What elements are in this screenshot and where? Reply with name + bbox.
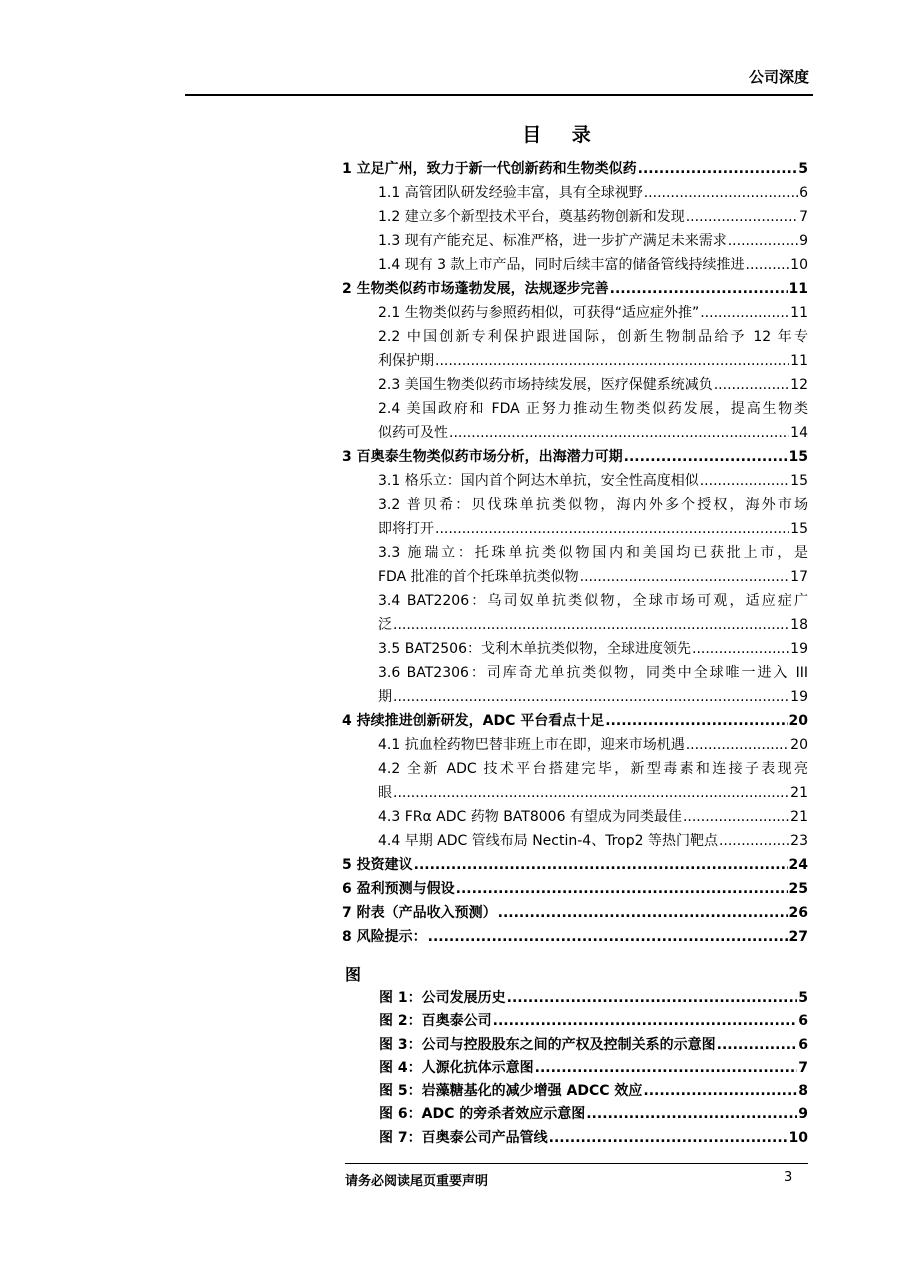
toc-entry-title: 4.3 FRα ADC 药物 BAT8006 有望成为同类最佳 bbox=[378, 809, 682, 825]
figure-entry[interactable] bbox=[379, 987, 808, 1010]
toc-entry-title: 泛 bbox=[378, 617, 392, 633]
dot-leader bbox=[493, 1010, 798, 1033]
figure-title: 图 6：ADC 的旁杀者效应示意图 bbox=[379, 1106, 586, 1123]
toc-section[interactable] bbox=[342, 853, 808, 877]
figure-page: 7 bbox=[798, 1059, 808, 1076]
toc-entry-continuation[interactable] bbox=[378, 565, 808, 589]
dot-leader bbox=[393, 613, 789, 637]
dot-leader bbox=[435, 517, 789, 541]
table-of-contents bbox=[342, 157, 808, 949]
figure-entry[interactable] bbox=[379, 1103, 808, 1126]
toc-entry-page: 26 bbox=[788, 905, 808, 921]
toc-subsection[interactable] bbox=[342, 469, 808, 493]
toc-entry-page: 12 bbox=[790, 377, 808, 393]
figure-page: 10 bbox=[788, 1129, 808, 1146]
figure-title: 图 7：百奥泰公司产品管线 bbox=[379, 1129, 548, 1146]
header-title: 公司深度 bbox=[748, 68, 809, 86]
dot-leader bbox=[549, 1127, 788, 1150]
toc-subsection[interactable] bbox=[342, 301, 808, 325]
toc-entry-page: 19 bbox=[790, 689, 808, 705]
toc-subsection[interactable] bbox=[342, 373, 808, 397]
toc-entry-title: 4.2 全新 ADC 技术平台搭建完毕，新型毒素和连接子表现亮 bbox=[378, 761, 808, 777]
toc-entry-title: 3.5 BAT2506：戈利木单抗类似物，全球进度领先 bbox=[378, 641, 691, 657]
toc-entry-page: 11 bbox=[790, 353, 808, 369]
toc-entry-page: 23 bbox=[790, 833, 808, 849]
toc-entry-page: 15 bbox=[788, 449, 808, 465]
figure-title: 图 2：百奥泰公司 bbox=[379, 1013, 492, 1030]
toc-entry-title: 3 百奥泰生物类似药市场分析，出海潜力可期 bbox=[342, 449, 623, 465]
toc-section[interactable] bbox=[342, 901, 808, 925]
toc-entry-title: 即将打开 bbox=[378, 521, 434, 537]
dot-leader bbox=[435, 349, 789, 373]
dot-leader bbox=[686, 733, 789, 757]
dot-leader bbox=[535, 1057, 798, 1080]
toc-entry-continuation[interactable] bbox=[378, 685, 808, 709]
toc-section[interactable] bbox=[342, 157, 808, 181]
toc-entry-page: 9 bbox=[799, 233, 808, 249]
dot-leader bbox=[644, 181, 798, 205]
dot-leader bbox=[393, 781, 789, 805]
toc-entry-title: 3.3 施瑞立：托珠单抗类似物国内和美国均已获批上市，是 bbox=[378, 545, 808, 561]
footer-disclaimer: 请务必阅读尾页重要声明 bbox=[345, 1174, 489, 1189]
toc-entry-page: 20 bbox=[788, 713, 808, 729]
toc-entry-title: 眼 bbox=[378, 785, 392, 801]
toc-entry-page: 14 bbox=[790, 425, 808, 441]
toc-entry-title: 利保护期 bbox=[378, 353, 434, 369]
dot-leader bbox=[717, 1034, 798, 1057]
toc-entry-page: 21 bbox=[790, 785, 808, 801]
toc-subsection[interactable] bbox=[342, 733, 808, 757]
toc-entry-page: 10 bbox=[790, 257, 808, 273]
toc-entry-wrapped[interactable] bbox=[342, 325, 808, 373]
toc-entry-wrapped[interactable] bbox=[342, 541, 808, 589]
toc-entry-title: 1.2 建立多个新型技术平台，奠基药物创新和发现 bbox=[378, 209, 685, 225]
toc-subsection[interactable] bbox=[342, 205, 808, 229]
toc-entry-title: 4.1 抗血栓药物巴替非班上市在即，迎来市场机遇 bbox=[378, 737, 685, 753]
dot-leader bbox=[605, 709, 787, 733]
dot-leader bbox=[498, 901, 788, 925]
toc-entry-title: 4.4 早期 ADC 管线布局 Nectin-4、Trop2 等热门靶点 bbox=[378, 833, 718, 849]
figure-page: 9 bbox=[798, 1106, 808, 1123]
toc-entry-title: 期 bbox=[378, 689, 392, 705]
dot-leader bbox=[624, 445, 788, 469]
toc-entry-page: 11 bbox=[788, 281, 808, 297]
toc-entry-title: FDA 批准的首个托珠单抗类似物 bbox=[378, 569, 579, 585]
toc-entry-wrapped[interactable] bbox=[342, 397, 808, 445]
dot-leader bbox=[700, 301, 789, 325]
figure-title: 图 5：岩藻糖基化的减少增强 ADCC 效应 bbox=[379, 1083, 643, 1100]
figure-entry[interactable] bbox=[379, 1057, 808, 1080]
toc-subsection[interactable] bbox=[342, 229, 808, 253]
toc-entry-title: 1.1 高管团队研发经验丰富，具有全球视野 bbox=[378, 185, 643, 201]
toc-entry-title: 4 持续推进创新研发，ADC 平台看点十足 bbox=[342, 713, 605, 729]
toc-subsection[interactable] bbox=[342, 829, 808, 853]
dot-leader bbox=[643, 1080, 797, 1103]
dot-leader bbox=[414, 853, 788, 877]
dot-leader bbox=[638, 157, 798, 181]
toc-entry-page: 6 bbox=[799, 185, 808, 201]
toc-entry-page: 7 bbox=[799, 209, 808, 225]
toc-entry-title: 2.2 中国创新专利保护跟进国际，创新生物制品给予 12 年专 bbox=[378, 329, 808, 345]
toc-entry-wrapped[interactable] bbox=[342, 493, 808, 541]
toc-heading: 目 录 bbox=[522, 124, 603, 146]
toc-entry-continuation[interactable] bbox=[378, 421, 808, 445]
toc-entry-title: 6 盈利预测与假设 bbox=[342, 881, 455, 897]
toc-section[interactable] bbox=[342, 445, 808, 469]
toc-entry-continuation[interactable] bbox=[378, 349, 808, 373]
dot-leader bbox=[580, 565, 790, 589]
toc-entry-title: 1.3 现有产能充足、标准严格，进一步扩产满足未来需求 bbox=[378, 233, 727, 249]
toc-subsection[interactable] bbox=[342, 805, 808, 829]
toc-entry-page: 27 bbox=[788, 929, 808, 945]
toc-entry-title: 2 生物类似药市场蓬勃发展，法规逐步完善 bbox=[342, 281, 609, 297]
toc-section[interactable] bbox=[342, 925, 808, 949]
toc-section[interactable] bbox=[342, 277, 808, 301]
toc-entry-title: 5 投资建议 bbox=[342, 857, 413, 873]
figure-title: 图 3：公司与控股股东之间的产权及控制关系的示意图 bbox=[379, 1036, 716, 1053]
dot-leader bbox=[700, 469, 789, 493]
dot-leader bbox=[714, 373, 789, 397]
toc-entry-title: 1 立足广州，致力于新一代创新药和生物类似药 bbox=[342, 161, 637, 177]
toc-entry-page: 24 bbox=[788, 857, 808, 873]
toc-entry-continuation[interactable] bbox=[378, 517, 808, 541]
toc-entry-title: 8 风险提示： bbox=[342, 929, 427, 945]
toc-entry-page: 19 bbox=[790, 641, 808, 657]
toc-entry-wrapped[interactable] bbox=[342, 589, 808, 637]
dot-leader bbox=[393, 685, 789, 709]
toc-entry-page: 15 bbox=[790, 473, 808, 489]
dot-leader bbox=[449, 421, 789, 445]
figures-list bbox=[379, 987, 808, 1150]
toc-entry-title: 7 附表（产品收入预测） bbox=[342, 905, 497, 921]
footer-rule bbox=[345, 1163, 808, 1164]
toc-entry-title: 1.4 现有 3 款上市产品，同时后续丰富的储备管线持续推进 bbox=[378, 257, 745, 273]
figures-heading: 图 bbox=[345, 965, 362, 984]
page-number: 3 bbox=[784, 1170, 793, 1185]
toc-subsection[interactable] bbox=[342, 253, 808, 277]
figure-title: 图 4：人源化抗体示意图 bbox=[379, 1059, 534, 1076]
dot-leader bbox=[746, 253, 790, 277]
figure-entry[interactable] bbox=[379, 1080, 808, 1103]
toc-entry-page: 17 bbox=[790, 569, 808, 585]
toc-entry-title: 3.2 普贝希：贝伐珠单抗类似物，海内外多个授权，海外市场 bbox=[378, 497, 808, 513]
dot-leader bbox=[428, 925, 788, 949]
dot-leader bbox=[728, 229, 798, 253]
toc-entry-page: 11 bbox=[790, 305, 808, 321]
toc-entry-title: 似药可及性 bbox=[378, 425, 448, 441]
dot-leader bbox=[507, 987, 798, 1010]
toc-entry-title: 3.6 BAT2306：司库奇尤单抗类似物，同类中全球唯一进入 III bbox=[378, 665, 808, 681]
figure-entry[interactable] bbox=[379, 1127, 808, 1150]
dot-leader bbox=[683, 805, 789, 829]
dot-leader bbox=[610, 277, 788, 301]
toc-entry-wrapped[interactable] bbox=[342, 757, 808, 805]
toc-subsection[interactable] bbox=[342, 181, 808, 205]
dot-leader bbox=[719, 829, 789, 853]
toc-subsection[interactable] bbox=[342, 637, 808, 661]
toc-entry-continuation[interactable] bbox=[378, 781, 808, 805]
toc-entry-page: 20 bbox=[790, 737, 808, 753]
toc-entry-title: 2.4 美国政府和 FDA 正努力推动生物类似药发展，提高生物类 bbox=[378, 401, 808, 417]
dot-leader bbox=[692, 637, 789, 661]
dot-leader bbox=[586, 1103, 797, 1126]
figure-title: 图 1：公司发展历史 bbox=[379, 990, 506, 1006]
figure-page: 5 bbox=[798, 990, 808, 1006]
figure-page: 6 bbox=[798, 1036, 808, 1053]
toc-entry-title: 2.3 美国生物类似药市场持续发展，医疗保健系统减负 bbox=[378, 377, 713, 393]
toc-entry-page: 5 bbox=[798, 161, 808, 177]
toc-entry-title: 3.4 BAT2206：乌司奴单抗类似物，全球市场可观，适应症广 bbox=[378, 593, 808, 609]
toc-entry-page: 18 bbox=[790, 617, 808, 633]
figure-page: 6 bbox=[798, 1013, 808, 1030]
toc-entry-title: 2.1 生物类似药与参照药相似，可获得“适应症外推” bbox=[378, 305, 700, 321]
dot-leader bbox=[686, 205, 798, 229]
figure-page: 8 bbox=[798, 1083, 808, 1100]
header-rule bbox=[185, 94, 813, 96]
toc-entry-page: 25 bbox=[788, 881, 808, 897]
toc-section[interactable] bbox=[342, 709, 808, 733]
toc-entry-continuation[interactable] bbox=[378, 613, 808, 637]
toc-entry-wrapped[interactable] bbox=[342, 661, 808, 709]
figure-entry[interactable] bbox=[379, 1010, 808, 1033]
toc-entry-title: 3.1 格乐立：国内首个阿达木单抗，安全性高度相似 bbox=[378, 473, 699, 489]
toc-entry-page: 21 bbox=[790, 809, 808, 825]
toc-entry-page: 15 bbox=[790, 521, 808, 537]
figure-entry[interactable] bbox=[379, 1034, 808, 1057]
toc-section[interactable] bbox=[342, 877, 808, 901]
dot-leader bbox=[456, 877, 788, 901]
